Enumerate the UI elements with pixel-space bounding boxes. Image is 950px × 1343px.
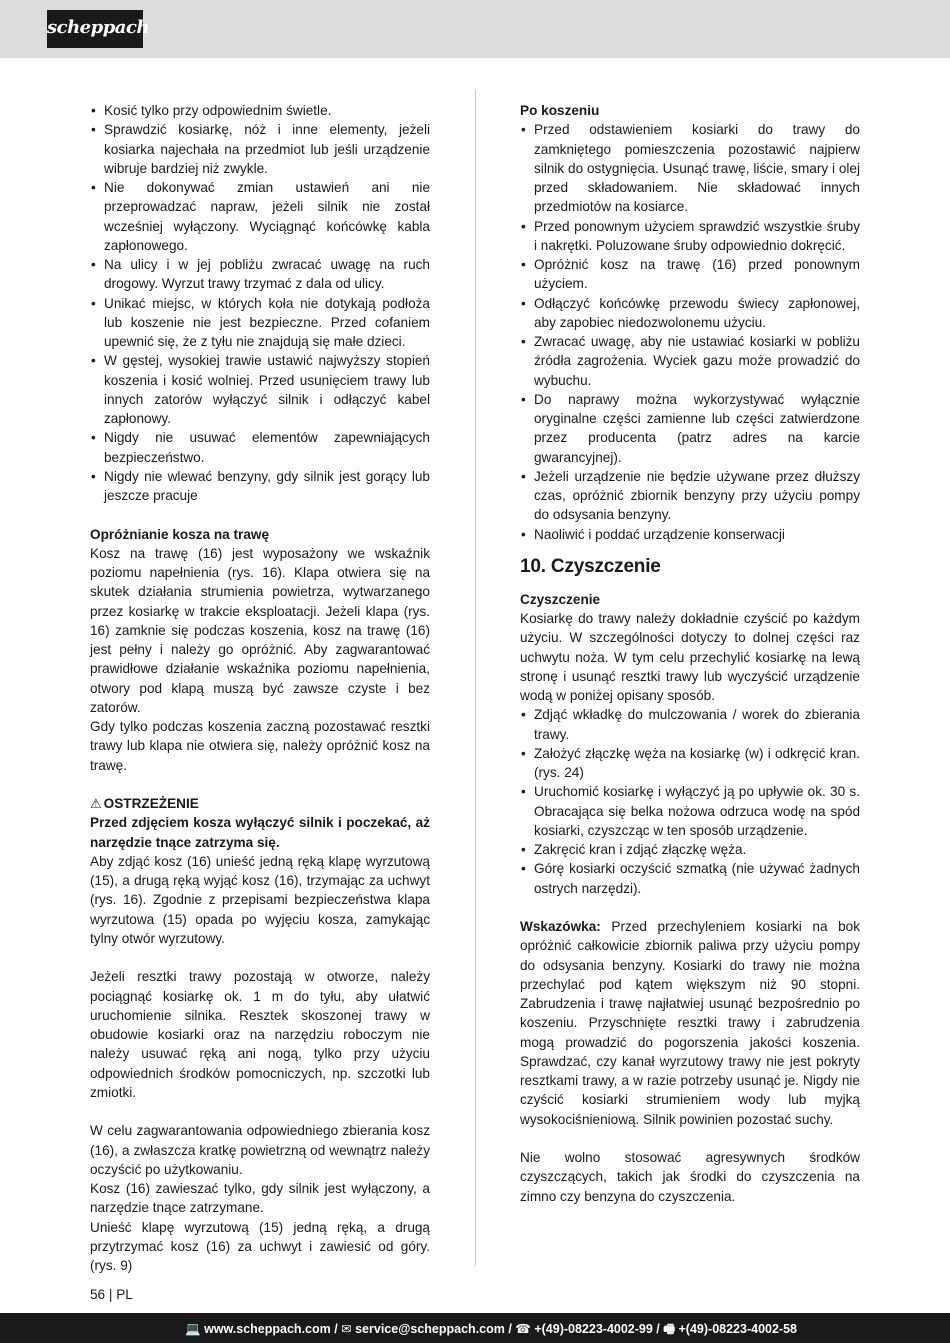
- cleaning-heading: Czyszczenie: [520, 591, 601, 607]
- safety-bullet-list: [90, 101, 430, 505]
- list-item: • Odłączyć końcówkę przewodu świecy zapłonowej, aby zapobiec niedozwolonemu użyciu.: [520, 294, 860, 333]
- list-item: • Przed odstawieniem kosiarki do trawy do zamkniętego pomieszczenia pozostawić najpierw silnik do ostygnięcia. Usunąć trawę, liście, smary i olej przed składowaniem. Nie składować innych przedmiotów na kosiarce.: [520, 120, 860, 216]
- list-item: • Zakręcić kran i zdjąć złączkę węża.: [520, 840, 860, 859]
- list-item: • Opróżnić kosz na trawę (16) przed ponownym użyciem.: [520, 255, 860, 294]
- emptying-heading: Opróżnianie kosza na trawę: [90, 526, 270, 542]
- section-title: [520, 554, 860, 580]
- right-column: [520, 101, 860, 1206]
- warning-paragraph: Aby zdjąć kosz (16) unieść jedną ręką klapę wyrzutową (15), a drugą ręką wyjąć kosz (16), trzymając za uchwyt (rys. 16). Zgodnie z przepisami bezpieczeństwa klapa wyrzutowa (15) opada po wyjęciu kosza, zamykając tylny otwór wyrzutowy.: [90, 853, 430, 946]
- list-item: • Naoliwić i poddać urządzenie konserwacji: [520, 525, 860, 544]
- collect-paragraph-2: Kosz (16) zawieszać tylko, gdy silnik jest wyłączony, a narzędzie tnące zatrzymane.: [90, 1181, 430, 1216]
- after-mowing-heading: Po koszeniu: [520, 103, 600, 118]
- section-title-text: Czyszczenie: [550, 555, 661, 577]
- list-item: • Zwracać uwagę, aby nie ustawiać kosiarki w pobliżu źródła zagrożenia. Wyciek gazu może prowadzić do wybuchu.: [520, 332, 860, 390]
- list-item: • Nigdy nie wlewać benzyny, gdy silnik jest gorący lub jeszcze pracuje: [90, 467, 430, 506]
- list-item: • Nigdy nie usuwać elementów zapewniających bezpieczeństwo.: [90, 428, 430, 467]
- warning-icon: ⚠: [90, 796, 102, 811]
- hint-paragraph: [520, 917, 860, 1129]
- page-number: 56 | PL: [90, 1287, 133, 1302]
- footer-contact: 💻 www.scheppach.com / ✉ service@scheppach.com / ☎ +(49)-08223-4002-99 / 🖷 +(49)-08223-4002-58: [185, 1322, 797, 1336]
- list-item: • Zdjąć wkładkę do mulczowania / worek do zbierania trawy.: [520, 705, 860, 744]
- emptying-paragraph-1: Kosz na trawę (16) jest wyposażony we wskaźnik poziomu napełnienia (rys. 16). Klapa otwiera się na skutek działania strumienia powietrza, wytwarzanego przez kosiarkę w trakcie eksploatacji. Jeżeli klapa (rys. 16) zamknie się podczas koszenia, kosz na trawę (16) jest pełny i należy go opróżnić. Aby zagwarantować prawidłowe działanie wskaźnika poziomu napełnienia, otwory pod klapą muszą być zawsze czyste i bez zatorów.: [90, 545, 430, 715]
- warning-bold-text: Przed zdjęciem kosza wyłączyć silnik i poczekać, aż narzędzie tnące zatrzyma się.: [90, 815, 430, 850]
- after-mowing-list: [520, 120, 860, 544]
- list-item: • Przed ponownym użyciem sprawdzić wszystkie śruby i nakrętki. Poluzowane śruby odpowiednio dokręcić.: [520, 217, 860, 256]
- collect-paragraph-3: Unieść klapę wyrzutową (15) jedną ręką, a drugą przytrzymać kosz (16) za uchwyt i zawiesić od góry. (rys. 9): [90, 1219, 430, 1273]
- warning-label: OSTRZEŻENIE: [103, 796, 199, 811]
- header-band: [0, 0, 950, 58]
- aggressive-agents-paragraph: Nie wolno stosować agresywnych środków czyszczących, takich jak środki do czyszczenia na zimno czy benzyna do czyszczenia.: [520, 1150, 860, 1204]
- list-item: • Górę kosiarki oczyścić szmatką (nie używać żadnych ostrych narzędzi).: [520, 859, 860, 898]
- residue-paragraph: Jeżeli resztki trawy pozostają w otworze, należy pociągnąć kosiarkę ok. 1 m do tyłu, aby ułatwić uruchomienie silnika. Resztek skoszonej trawy w obudowie kosiarki oraz na narzędziu roboczym nie należy usuwać ręką ani nogą, tylko przy użyciu odpowiednich środków pomocniczych, np. szczotki lub zmiotki.: [90, 969, 430, 1100]
- brand-logo: [47, 10, 150, 48]
- list-item: • W gęstej, wysokiej trawie ustawić najwyższy stopień koszenia i kosić wolniej. Przed usunięciem trawy lub innych zatorów wyłączyć silnik i odłączyć kabel zapłonowy.: [90, 351, 430, 428]
- list-item: • Na ulicy i w jej pobliżu zwracać uwagę na ruch drogowy. Wyrzut trawy trzymać z dala od ulicy.: [90, 255, 430, 294]
- hint-label: Wskazówka:: [520, 919, 601, 934]
- list-item: • Założyć złączkę węża na kosiarkę (w) i odkręcić kran. (rys. 24): [520, 744, 860, 783]
- list-item: • Uruchomić kosiarkę i wyłączyć ją po upływie ok. 30 s. Obracająca się belka nożowa odrzuca wodę na spód kosiarki, czyszcząc w ten sposób urządzenie.: [520, 782, 860, 840]
- list-item: • Jeżeli urządzenie nie będzie używane przez dłuższy czas, opróżnić zbiornik benzyny przy użyciu pompy do odsysania benzyny.: [520, 467, 860, 525]
- list-item: • Sprawdzić kosiarkę, nóż i inne elementy, jeżeli kosiarka najechała na przedmiot lub jeśli urządzenie wibruje bardziej niż zwykle.: [90, 120, 430, 178]
- footer-bar: [0, 1313, 950, 1343]
- collect-paragraph-1: W celu zagwarantowania odpowiedniego zbierania kosz (16), a zwłaszcza kratkę powietrzną od wewnątrz należy oczyścić po użytkowaniu.: [90, 1123, 430, 1177]
- column-divider: [475, 90, 476, 1266]
- list-item: • Kosić tylko przy odpowiednim świetle.: [90, 101, 430, 120]
- logo-text: scheppach: [47, 17, 150, 38]
- list-item: • Unikać miejsc, w których koła nie dotykają podłoża lub koszenie nie jest bezpieczne. Przed cofaniem upewnić się, że z tyłu nie znajdują się małe dzieci.: [90, 294, 430, 352]
- list-item: • Do naprawy można wykorzystywać wyłącznie oryginalne części zamienne lub części zatwierdzone przez producenta (patrz adres na karcie gwarancyjnej).: [520, 390, 860, 467]
- emptying-paragraph-2: Gdy tylko podczas koszenia zaczną pozostawać resztki trawy lub klapa nie otwiera się, należy opróżnić kosz na trawę.: [90, 719, 430, 773]
- left-column: [90, 101, 430, 1275]
- cleaning-list: [520, 705, 860, 898]
- list-item: • Nie dokonywać zmian ustawień ani nie przeprowadzać napraw, jeżeli silnik nie został wcześniej wyłączony. Wyciągnąć końcówkę kabla zapłonowego.: [90, 178, 430, 255]
- warning-heading: [90, 794, 430, 813]
- section-number: 10.: [520, 555, 546, 577]
- cleaning-paragraph: Kosiarkę do trawy należy dokładnie czyścić po każdym użyciu. W szczególności dotyczy to dolnej części raz uchwytu noża. W tym celu przechylić kosiarkę na lewą stronę i usunąć resztki trawy lub wyczyścić urządzenie wodą w poniżej opisany sposób.: [520, 611, 860, 703]
- hint-text: Przed przechyleniem kosiarki na bok opróżnić całkowicie zbiornik paliwa przy użyciu pompy do odsysania benzyny. Kosiarki do trawy nie można przechylać pod kątem większym niż 90 stopni. Zabrudzenia i trawę najłatwiej usunąć bezpośrednio po koszeniu. Przyschnięte resztki trawy i zabrudzenia mogą prowadzić do pogorszenia jakości koszenia. Sprawdzać, czy kanał wyrzutowy trawy nie jest pokryty resztkami trawy, a w razie potrzeby usunąć je. Nigdy nie czyścić kosiarki strumieniem wody lub myjką wysokociśnieniową. Silnik powinien pozostać suchy.: [520, 919, 860, 1127]
